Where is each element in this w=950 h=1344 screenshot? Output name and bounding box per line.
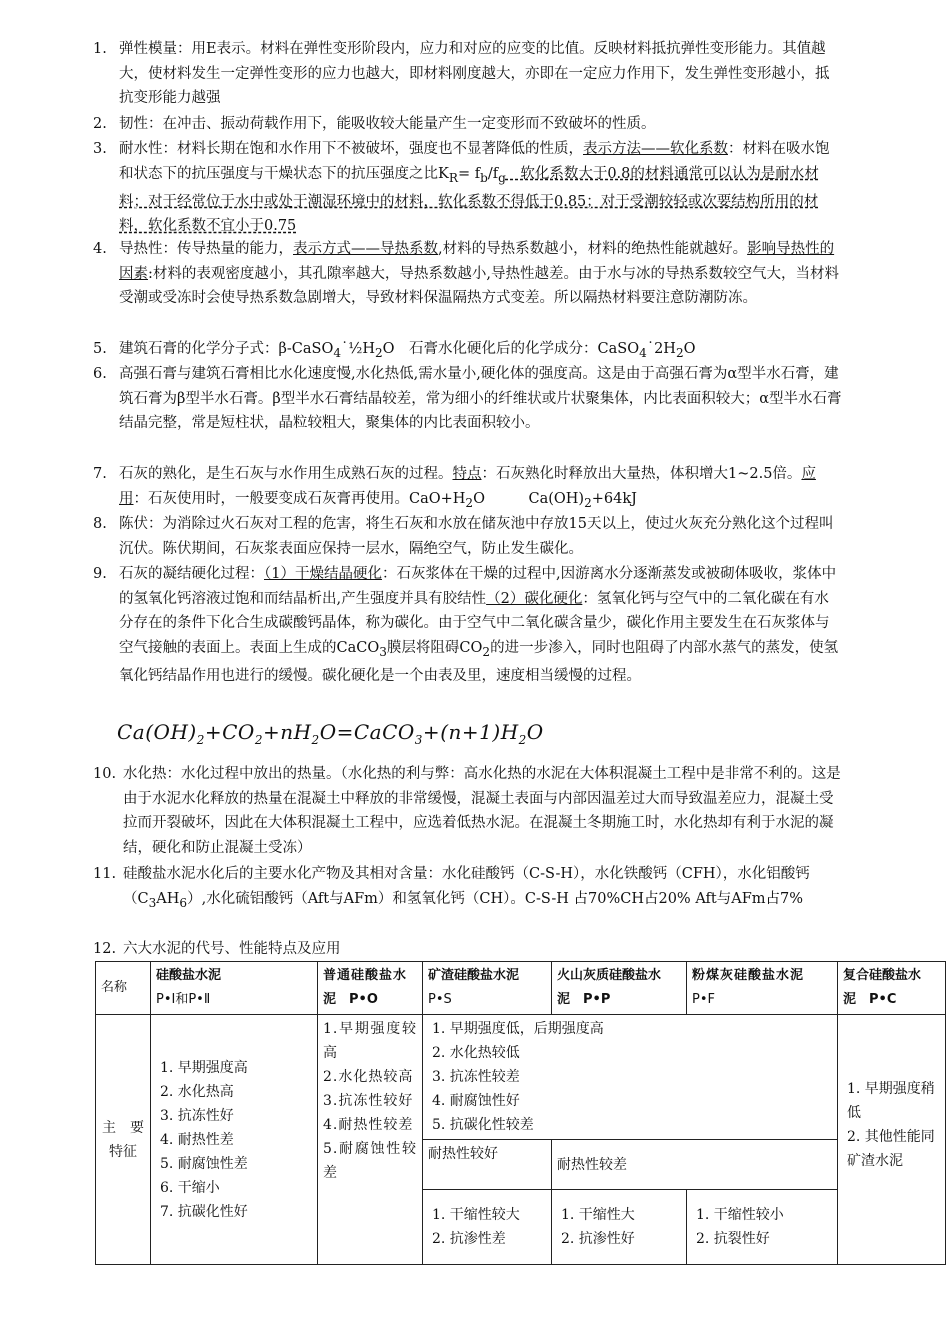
item-1 <box>93 37 843 111</box>
underlined-term: 特点 <box>452 466 482 482</box>
slag-pozz-fly-features: 1. 早期强度低，后期强度高 2. 水化热较低 3. 抗冻性较差 4. 耐腐蚀性好 5. 抗碳化性较差 <box>423 1015 838 1140</box>
item-text: 六大水泥的代号、性能特点及应用 <box>123 941 341 957</box>
item-8 <box>93 512 843 561</box>
underlined-term: 表示方式——导热系数 <box>293 241 438 257</box>
item-text: 石灰的凝结硬化过程：（1）干燥结晶硬化：石灰浆体在干燥的过程中,因游离水分逐渐蒸发或被砌体吸收，浆体中的氢氧化钙溶液过饱和而结晶析出,产生强度并具有胶结性（2）碳化硬化：氢氧化钙与空气中的二氧化碳在有水分存在的条件下化合生成碳酸钙晶体，称为碳化。由于空气中二氧化碳含量少，碳化作用主要发生在石灰浆体与空气接触的表面上。表面上生成的CaCO$_3$膜层将阻碍$CO_2$的进一步渗入，同时也阻碍了内部水蒸气的蒸发，使氢氧化钙结晶作用也进行的缓慢。碳化硬化是一个由表及里，速度相当缓慢的过程。 <box>119 566 839 684</box>
pozzolana-shrink: 1. 干缩性大 2. 抗渗性好 <box>552 1190 687 1265</box>
header-pozzolana: 火山灰质硅酸盐水 泥 P•P <box>552 962 687 1015</box>
item-number: 5. <box>93 341 107 357</box>
item-text: 耐水性：材料长期在饱和水作用下不被破坏，强度也不显著降低的性质，表示方法——软化系数：材料在吸水饱和状态下的抗压强度与干燥状态下的抗压强度之比$K_R= f_b/f_g$ 软化系数大于0.8的材料通常可以认为是耐水材料；对于经常位于水中或处于潮湿环境中的材料，软化系数不得低于0.85；对于受潮较轻或次要结构所用的材料，软化系数不宜小于0.75 <box>119 141 830 235</box>
composite-features: 1. 早期强度稍低 2. 其他性能同矿渣水泥 <box>838 1015 946 1265</box>
slag-heat: 耐热性较好 <box>423 1140 552 1190</box>
item-2 <box>93 112 843 137</box>
row-label: 主 要 特征 <box>96 1015 151 1265</box>
underlined-term: 表示方法——软化系数 <box>583 141 728 157</box>
item-10 <box>93 762 843 860</box>
item-number: 7. <box>93 466 107 482</box>
ordinary-features: 1.早期强度较高 2.水化热较高 3.抗冻性较好 4.耐热性较差 5.耐腐蚀性较差 <box>318 1015 423 1265</box>
item-text: 水化热：水化过程中放出的热量。（水化热的利与弊：高水化热的水泥在大体积混凝土工程中是非常不利的。这是由于水泥水化释放的热量在混凝土中释放的非常缓慢，混凝土表面与内部因温差过大而导致温差应力，混凝土受拉而开裂破坏，因此在大体积混凝土工程中，应选着低热水泥。在混凝土冬期施工时，水化热却有利于水泥的凝结，硬化和防止混凝土受冻） <box>123 766 841 856</box>
header-fly-ash: 粉煤灰硅酸盐水泥 P•F <box>687 962 838 1015</box>
item-number: 6. <box>93 366 107 382</box>
item-text: 韧性：在冲击、振动荷载作用下，能吸收较大能量产生一定变形而不致破坏的性质。 <box>119 116 656 132</box>
item-text: 导热性：传导热量的能力，表示方式——导热系数,材料的导热系数越小，材料的绝热性能就越好。影响导热性的因素:材料的表观密度越小，其孔隙率越大，导热系数越小,导热性越差。由于水与冰的导热系数较空气大，当材料受潮或受冻时会使导热系数急剧增大，导致材料保温隔热方式变差。所以隔热材料要注意防潮防冻。 <box>119 241 839 306</box>
table-header-row <box>96 962 946 1015</box>
item-number: 12. <box>93 941 117 957</box>
item-number: 10. <box>93 766 117 782</box>
item-number: 3. <box>93 141 107 157</box>
table-row <box>96 1015 946 1140</box>
item-number: 2. <box>93 116 107 132</box>
item-number: 9. <box>93 566 107 582</box>
item-text: 建筑石膏的化学分子式：$\beta-CaSO_4˙\frac{1}{2}H_2O$ 石膏水化硬化后的化学成分：$CaSO_4˙2H_2O$ <box>119 341 696 360</box>
item-9 <box>93 562 843 688</box>
portland-features: 1. 早期强度高 2. 水化热高 3. 抗冻性好 4. 耐热性差 5. 耐腐蚀性差 6. 干缩小 7. 抗碳化性好 <box>151 1015 318 1265</box>
item-number: 8. <box>93 516 107 532</box>
item-number: 1. <box>93 41 107 57</box>
chemical-formula: $Ca(OH)_2+CO_2+nH_2O=CaCO_3+(n+1)H_2O$ <box>117 720 544 747</box>
cement-comparison-table <box>95 961 946 1265</box>
underlined-term: 应用 <box>119 466 816 507</box>
header-composite: 复合硅酸盐水 泥 P•C <box>838 962 946 1015</box>
header-slag: 矿渣硅酸盐水泥 P•S <box>423 962 552 1015</box>
item-6 <box>93 362 843 436</box>
item-number: 11. <box>93 866 117 882</box>
item-text: 高强石膏与建筑石膏相比水化速度慢,水化热低,需水量小,硬化体的强度高。这是由于高强石膏为α型半水石膏，建筑石膏为β型半水石膏。β型半水石膏结晶较差，常为细小的纤维状或片状聚集体，内比表面积较大；α型半水石膏结晶完整，常是短柱状，晶粒较粗大，聚集体的内比表面积较小。 <box>119 366 842 431</box>
item-text: 弹性模量：用E表示。材料在弹性变形阶段内，应力和对应的应变的比值。反映材料抵抗弹性变形能力。其值越大，使材料发生一定弹性变形的应力也越大，即材料刚度越大，亦即在一定应力作用下，发生弹性变形越小，抵抗变形能力越强 <box>119 41 830 106</box>
item-text: 石灰的熟化，是生石灰与水作用生成熟石灰的过程。特点：石灰熟化时释放出大量热，体积增大1~2.5倍。应用：石灰使用时，一般要变成石灰膏再使用。$CaO+H_2O$ $Ca(OH)_2+64kJ$ <box>119 466 816 510</box>
item-text: 硅酸盐水泥水化后的主要水化产物及其相对含量：水化硅酸钙（C-S-H），水化铁酸钙（CFH），水化铝酸钙$(C_3AH_6)$,水化硫铝酸钙（Aft与AFm）和氢氧化钙（CH）。C-S-H 占70%CH占20% Aft与AFm占7% <box>123 866 810 910</box>
item-number: 4. <box>93 241 107 257</box>
underlined-term: （1）干燥结晶硬化 <box>264 566 382 582</box>
other-heat: 耐热性较差 <box>552 1140 838 1190</box>
slag-shrink: 1. 干缩性较大 2. 抗渗性差 <box>423 1190 552 1265</box>
item-3 <box>93 137 843 239</box>
header-name: 名称 <box>96 962 151 1015</box>
header-ordinary: 普通硅酸盐水 泥 P•O <box>318 962 423 1015</box>
item-12 <box>93 937 843 962</box>
header-portland: 硅酸盐水泥 P•Ⅰ和P•Ⅱ <box>151 962 318 1015</box>
fly-ash-shrink: 1. 干缩性较小 2. 抗裂性好 <box>687 1190 838 1265</box>
item-text: 陈伏：为消除过火石灰对工程的危害，将生石灰和水放在储灰池中存放15天以上，使过火灰充分熟化这个过程叫沉伏。陈伏期间，石灰浆表面应保持一层水，隔绝空气，防止发生碳化。 <box>119 516 834 557</box>
underlined-term: 影响导热性的因素 <box>119 241 835 282</box>
underlined-term: （2）碳化硬化 <box>486 590 583 607</box>
item-11 <box>93 862 843 915</box>
item-4 <box>93 237 843 311</box>
item-7 <box>93 462 843 515</box>
